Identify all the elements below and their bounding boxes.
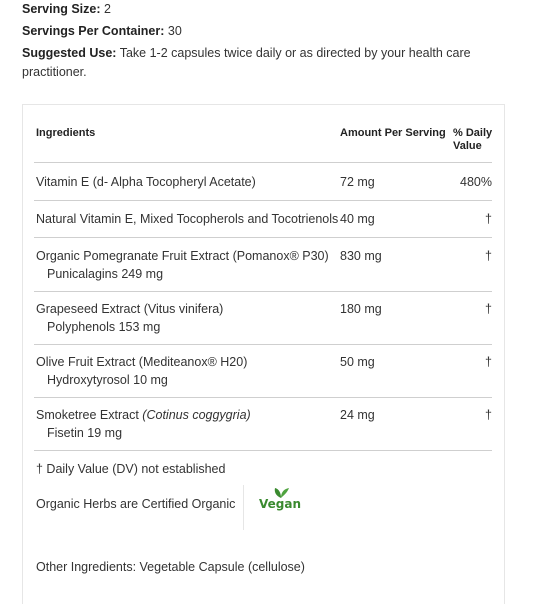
- servings-value: 30: [167, 24, 182, 38]
- ingredient-name: Natural Vitamin E, Mixed Tocopherols and Tocotrienols: [36, 212, 339, 226]
- vegan-label: Vegan: [259, 497, 301, 511]
- ingredient-amount: 50 mg: [340, 355, 375, 369]
- ingredient-dv: †: [485, 302, 492, 316]
- rule: [34, 291, 492, 292]
- ingredient-amount: 180 mg: [340, 302, 382, 316]
- rule: [34, 344, 492, 345]
- ingredient-dv: †: [485, 249, 492, 263]
- vegan-badge: [258, 487, 302, 515]
- ingredient-name: Grapeseed Extract (Vitus vinifera) Polyphenols 153 mg: [36, 302, 224, 334]
- rule: [34, 397, 492, 398]
- ingredient-sub: Fisetin 19 mg: [47, 426, 123, 440]
- header-daily-value: % Daily Value: [453, 127, 493, 152]
- header-amount: Amount Per Serving: [340, 127, 446, 139]
- rule: [34, 237, 492, 238]
- ingredient-amount: 830 mg: [340, 249, 382, 263]
- ingredient-name: Vitamin E (d- Alpha Tocopheryl Acetate): [36, 175, 256, 189]
- ingredient-sub: Polyphenols 153 mg: [47, 320, 161, 334]
- other-ingredients: Other Ingredients: Vegetable Capsule (cellulose): [36, 560, 305, 574]
- serving-size: [22, 0, 492, 19]
- serving-size-label: Serving Size:: [22, 2, 101, 16]
- header-ingredients: Ingredients: [36, 127, 96, 139]
- suggested-use-value: Take 1-2 capsules twice daily or as directed by your health care practitioner.: [22, 46, 471, 79]
- ingredient-amount: 24 mg: [340, 408, 375, 422]
- ingredient-name: Olive Fruit Extract (Mediteanox® H20) Hydroxytyrosol 10 mg: [36, 355, 248, 387]
- rule: [34, 162, 492, 163]
- ingredient-name: Organic Pomegranate Fruit Extract (Pomanox® P30) Punicalagins 249 mg: [36, 249, 329, 281]
- rule: [34, 200, 492, 201]
- servings-per-container: [22, 22, 492, 41]
- dv-footnote: † Daily Value (DV) not established: [36, 462, 226, 476]
- ingredient-dv: †: [485, 212, 492, 226]
- ingredient-sub: Punicalagins 249 mg: [47, 267, 164, 281]
- organic-note: Organic Herbs are Certified Organic: [36, 497, 236, 511]
- serving-size-value: 2: [103, 2, 111, 16]
- ingredient-dv: †: [485, 408, 492, 422]
- rule: [34, 450, 492, 451]
- ingredient-name: Smoketree Extract (Cotinus coggygria) Fisetin 19 mg: [36, 408, 251, 440]
- ingredient-dv: †: [485, 355, 492, 369]
- divider: [243, 485, 244, 530]
- ingredient-dv: 480%: [460, 175, 492, 189]
- ingredient-amount: 40 mg: [340, 212, 375, 226]
- ingredient-amount: 72 mg: [340, 175, 375, 189]
- servings-label: Servings Per Container:: [22, 24, 165, 38]
- suggested-use: [22, 44, 492, 82]
- suggested-use-label: Suggested Use:: [22, 46, 117, 60]
- ingredient-sub: Hydroxytyrosol 10 mg: [47, 373, 168, 387]
